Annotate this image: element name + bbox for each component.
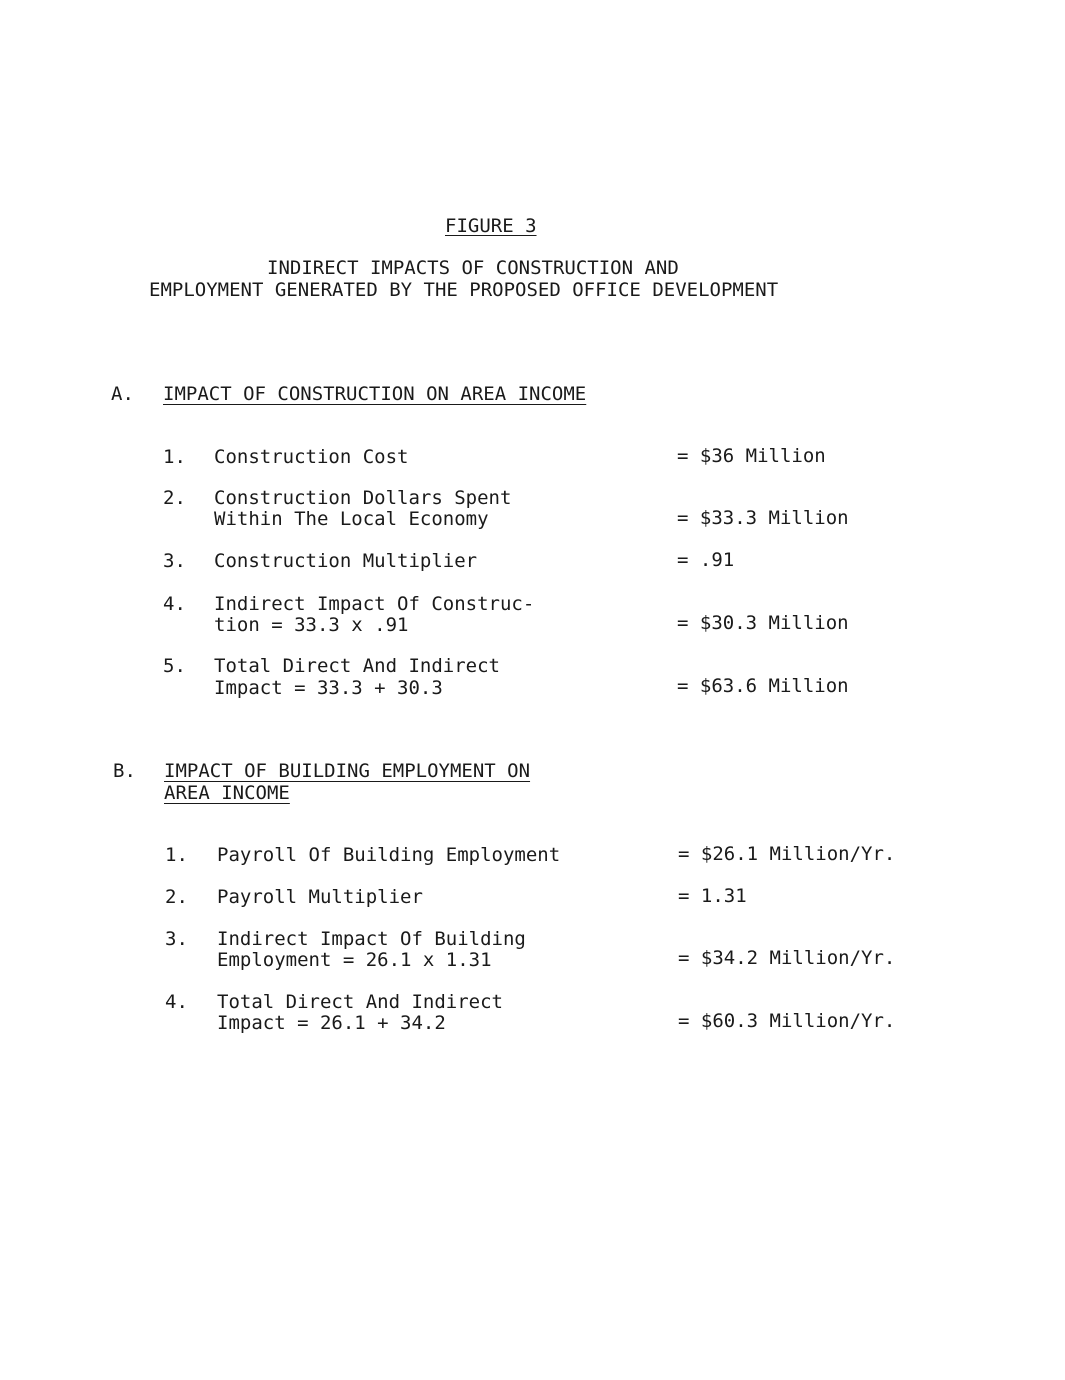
item-label: Indirect Impact Of Building bbox=[217, 928, 526, 950]
item-label: Indirect Impact Of Construc- bbox=[214, 593, 535, 615]
item-label: Construction Dollars Spent bbox=[214, 487, 512, 509]
item-label: Total Direct And Indirect bbox=[217, 991, 503, 1013]
item-label: Total Direct And Indirect bbox=[214, 655, 500, 677]
item-number: 1. bbox=[163, 446, 186, 468]
item-number: 1. bbox=[165, 844, 188, 866]
item-label: Payroll Of Building Employment bbox=[217, 844, 561, 866]
item-value: = $26.1 Million/Yr. bbox=[678, 843, 896, 865]
title-line-1: INDIRECT IMPACTS OF CONSTRUCTION AND bbox=[267, 257, 679, 279]
item-value: = $36 Million bbox=[677, 445, 826, 467]
item-number: 5. bbox=[163, 655, 186, 677]
item-number: 4. bbox=[163, 593, 186, 615]
section-a-letter: A. bbox=[111, 383, 134, 405]
section-b-title-line-2: AREA INCOME bbox=[164, 782, 290, 804]
item-number: 4. bbox=[165, 991, 188, 1013]
item-number: 2. bbox=[165, 886, 188, 908]
item-label: Payroll Multiplier bbox=[217, 886, 423, 908]
item-value: = $60.3 Million/Yr. bbox=[678, 1010, 896, 1032]
item-label-continued: Impact = 26.1 + 34.2 bbox=[217, 1012, 446, 1034]
item-number: 3. bbox=[165, 928, 188, 950]
item-label-continued: Impact = 33.3 + 30.3 bbox=[214, 677, 443, 699]
item-value: = 1.31 bbox=[678, 885, 747, 907]
item-label-continued: tion = 33.3 x .91 bbox=[214, 614, 409, 636]
section-a-title: IMPACT OF CONSTRUCTION ON AREA INCOME bbox=[163, 383, 587, 405]
figure-label: FIGURE 3 bbox=[445, 215, 537, 237]
item-value: = .91 bbox=[677, 549, 735, 571]
item-value: = $34.2 Million/Yr. bbox=[678, 947, 896, 969]
item-label-continued: Within The Local Economy bbox=[214, 508, 489, 530]
item-label: Construction Cost bbox=[214, 446, 409, 468]
item-value: = $63.6 Million bbox=[677, 675, 849, 697]
item-number: 3. bbox=[163, 550, 186, 572]
section-b-title-line-1: IMPACT OF BUILDING EMPLOYMENT ON bbox=[164, 760, 531, 782]
item-label-continued: Employment = 26.1 x 1.31 bbox=[217, 949, 492, 971]
section-b-letter: B. bbox=[113, 760, 136, 782]
item-value: = $30.3 Million bbox=[677, 612, 849, 634]
title-line-2: EMPLOYMENT GENERATED BY THE PROPOSED OFFICE DEVELOPMENT bbox=[149, 279, 779, 301]
item-number: 2. bbox=[163, 487, 186, 509]
item-value: = $33.3 Million bbox=[677, 507, 849, 529]
item-label: Construction Multiplier bbox=[214, 550, 478, 572]
